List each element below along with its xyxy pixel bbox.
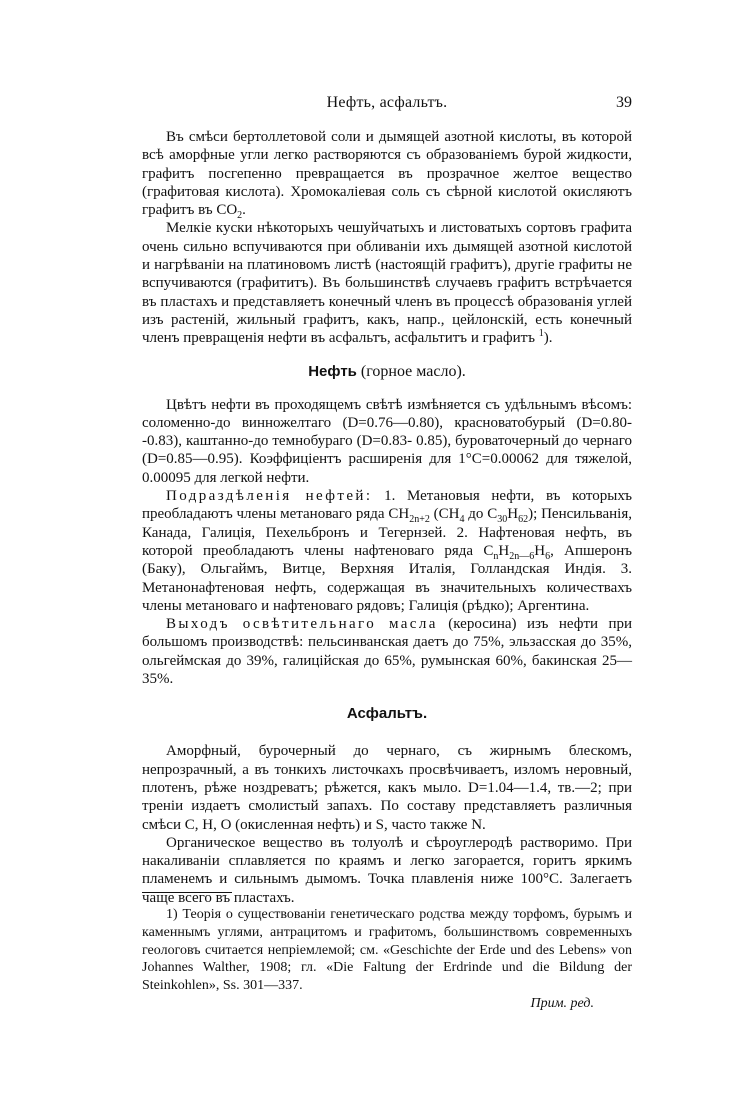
footnotes [142,906,632,1013]
section-heading-asfalt: Асфальтъ. [346,705,428,723]
page-number: 39 [616,94,632,111]
paragraph-asphalt-properties: Аморфный, бурочерный до чернаго, съ жирнымъ блескомъ, непрозрачный, а въ тонкихъ листочкахъ просвѣчиваетъ, изломъ неровный, плотенъ, рѣже ноздреватъ; рѣжется, какъ мыло. D=1.04—1.4, тв.—2; при треніи издаетъ смолистый запахъ. По составу представляетъ различныя смѣси C, H, O (окисленная нефть) и S, часто также N. [142,743,632,833]
main-text [142,128,632,907]
paragraph-graphite-swelling: Мелкіе куски нѣкоторыхъ чешуйчатыхъ и листоватыхъ сортовъ графита очень сильно вспучиваются при обливаніи ихъ дымящей азотной кислотой и нагрѣваніи на платиновомъ листѣ (настоящій графитъ), другіе графиты не вспучиваются (графититъ). Въ большинствѣ случаевъ графитъ встрѣчается въ пластахъ и представляетъ конечный членъ въ процессѣ образованія углей изъ растеній, жильный графитъ, какъ, напр., цейлонскій, есть конечный членъ превращенія нефти въ асфальтъ, асфальтитъ и графитъ $^1$). [142,220,632,347]
paragraph-kerosene-yield: Выходъ освѣтительнаго масла (керосина) изъ нефти при большомъ производствѣ: пельсинванская даетъ до 75%, эльзасская до 35%, ольгеймская до 39%, галиційская до 65%, румынская 60%, бакинская 25—35%. [142,616,633,688]
paragraph-oil-color: Цвѣтъ нефти въ проходящемъ свѣтѣ измѣняется съ удѣльнымъ вѣсомъ: соломенно-до винножелтаго (D=0.76—0.80), красноватобурый (D=0.80--0.83), каштанно-до темнобураго (D=0.83- 0.85), буроваточерный до чернаго (D=0.85—0.95). Коэффиціентъ расширенія для 1°C=0.00062 для тяжелой, 0.00095 для легкой нефти. [142,396,632,486]
footnote-divider [142,892,232,893]
footnote-ref: 1 [538,328,544,340]
paragraph-asphalt-solubility: Органическое вещество въ толуолѣ и сѣроуглеродѣ растворимо. При накаливаніи сплавляется по краямъ и легко загорается, горитъ яркимъ пламенемъ и сильнымъ дымомъ. Точка плавленія ниже 100°C. Залегаетъ чаще всего въ пластахъ. [142,834,632,906]
footnote-1: 1) Теорія о существованіи генетическаго родства между торфомъ, бурымъ и каменнымъ углями, антрацитомъ и графитомъ, большинствомъ современныхъ геологовъ считается непріемлемой; см. «Geschichte der Erde und des Lebens» von Johannes Walther, 1908; гл. «Die Faltung der Erdrinde und die Bildung der Steinkohlen», Ss. 301—337. [142,907,632,994]
paragraph-oil-subdivisions: Подраздѣленія нефтей: 1. Метановыя нефти, въ которыхъ преобладаютъ члены метановаго ряда $CH_{2n+2}$ ($CH_4$ до $C_{30}H_{62}$); Пенсильванія, Канада, Галиція, Пехельбронъ и Тегернзей. 2. Нафтеновая нефть, въ которой преобладаютъ члены нафтеноваго ряда $C_nH_{2n—6}H_6$, Апшеронъ (Баку), Ольгаймъ, Витце, Верхняя Италія, Голландская Индія. 3. Метанонафтеновая нефть, содержащая въ значительныхъ количествахъ члены метановаго и нафтеноваго рядовъ; Галиція (рѣдко); Аргентина. [142,488,633,614]
running-head [142,94,632,116]
section-heading-neft: Нефть (горное масло). [308,362,466,380]
editor-note: Прим. ред. [530,995,594,1011]
paragraph-graphite-acid: Въ смѣси бертоллетовой соли и дымящей азотной кислоты, въ которой всѣ аморфные угли легко растворяются съ образованіемъ бурой жидкости, графитъ посгепенно превращается въ прозрачное желтое вещество (графитовая кислота). Хромокаліевая соль съ сѣрной кислотой окисляютъ графитъ въ $CO_2$. [142,129,632,222]
running-title: Нефть, асфальтъ. [326,94,448,111]
